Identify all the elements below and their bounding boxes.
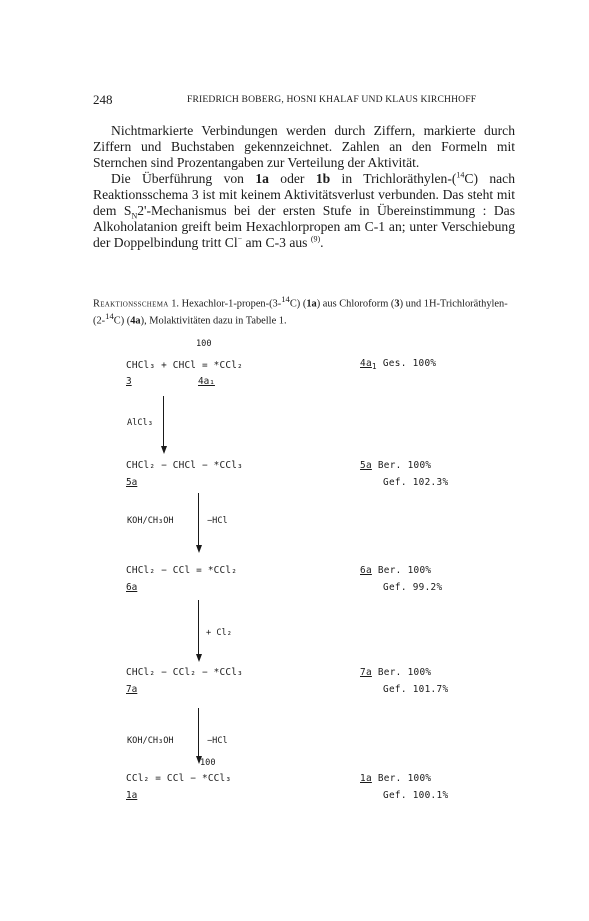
scheme-caption [93,293,517,328]
caption-text-5: C) ( [113,315,131,327]
formula-row-2: CHCl₂ − CHCl − *CCl₃ [126,460,243,471]
p2-text-4: C) nach Reaktionsschema 3 ist mit keinem Aktivitätsverlust verbunden. Das steht mit dem S [93,171,515,218]
caption-bold-4a: 4a [130,315,141,327]
arrow-head-3 [196,654,202,662]
running-head: FRIEDRICH BOBERG, HOSNI KHALAF UND KLAUS KIRCHHOFF [187,94,477,105]
p2-text-1: Die Überführung von [111,171,256,186]
formula-row-1: CHCl₃ + CHCl = *CCl₂ [126,360,243,371]
activity-1a-ber [360,773,431,784]
activity-6a-label: 6a [360,565,372,576]
p2-text-2: oder [268,171,316,186]
activity-5a-ber-value: Ber. 100% [377,460,432,471]
activity-5a-label: 5a [360,460,372,471]
p2-text-7: . [320,235,324,250]
caption-label: Reaktionsschema [93,298,169,310]
arrow-shaft-1 [163,396,164,446]
activity-5a-ber [360,460,431,471]
compound-1a: 1a [255,171,269,186]
compound-label-4a1: 4a₁ [198,376,215,387]
activity-1a-label: 1a [360,773,372,784]
arrow-shaft-2 [198,493,199,545]
caption-sup-1: 14 [281,294,290,304]
reagent-koh-2: KOH/CH₃OH [127,736,174,746]
activity-4a-value: Ges. 100% [382,358,437,369]
arrow-head-2 [196,545,202,553]
activity-4a [360,358,436,371]
arrow-shaft-3 [198,600,199,654]
paragraph-2 [93,171,515,251]
reagent-plus-cl2: + Cl₂ [206,628,232,638]
activity-7a-ber [360,667,431,678]
compound-label-7a: 7a [126,684,138,695]
activity-4a-subscript: 1 [371,361,377,371]
reagent-minus-hcl-2: −HCl [207,736,228,746]
arrow-shaft-4 [198,708,199,756]
p2-text-5: 2'-Mechanismus bei der ersten Stufe in Übereinstimmung : Das Alkoholatanion greift beim Hexachlorpropen am C-1 an; unter Verschiebung der Doppelbindung tritt Cl [93,203,515,250]
activity-6a-ber [360,565,431,576]
activity-6a-ber-value: Ber. 100% [377,565,432,576]
sn-subscript: N [131,211,138,221]
charge-superscript: − [237,234,243,244]
activity-6a-gef: Gef. 99.2% [383,582,443,593]
p2-text-3: in Trichloräthylen-( [330,171,457,186]
compound-label-3: 3 [126,376,132,387]
activity-4a-label: 4a [360,358,372,369]
reagent-koh-1: KOH/CH₃OH [127,516,174,526]
formula-row-4: CHCl₂ − CCl₂ − *CCl₃ [126,667,243,678]
reagent-minus-hcl-1: −HCl [207,516,228,526]
activity-1a-gef: Gef. 100.1% [383,790,449,801]
reagent-alcl3: AlCl₃ [127,418,153,428]
activity-7a-ber-value: Ber. 100% [377,667,432,678]
compound-1b: 1b [315,171,331,186]
activity-7a-gef: Gef. 101.7% [383,684,449,695]
isotope-superscript: 14 [456,170,465,180]
compound-label-5a: 5a [126,477,138,488]
compound-label-1a: 1a [126,790,138,801]
caption-text-6: ), Molaktivitäten dazu in Tabelle 1. [140,315,287,327]
percent-step-4: 100 [200,758,216,768]
caption-bold-1a: 1a [306,298,317,310]
percent-top: 100 [196,339,212,349]
caption-sup-2: 14 [105,311,114,322]
compound-label-6a: 6a [126,582,138,593]
caption-text-4: ) und 1H-Trichloräthylen-(2- [93,298,508,327]
caption-text-3: ) aus Chloroform ( [316,298,395,310]
caption-text-1: 1. Hexachlor-1-propen-(3- [168,298,282,310]
page-number: 248 [93,92,113,107]
formula-row-3: CHCl₂ − CCl = *CCl₂ [126,565,238,576]
formula-row-5: CCl₂ = CCl − *CCl₃ [126,773,232,784]
p2-text-6: am C-3 aus [242,235,311,250]
arrow-head-1 [161,446,167,454]
reference-marker: (9) [310,234,321,244]
activity-5a-gef: Gef. 102.3% [383,477,449,488]
caption-bold-3: 3 [394,298,400,310]
activity-1a-ber-value: Ber. 100% [377,773,432,784]
activity-7a-label: 7a [360,667,372,678]
paragraph-1: Nichtmarkierte Verbindungen werden durch Ziffern, markierte durch Ziffern und Buchstaben gekennzeichnet. Zahlen an den Formeln mit Sternchen sind Prozentangaben zur Verteilung der Aktivität. [93,123,515,170]
caption-text-2: C) ( [289,298,307,310]
